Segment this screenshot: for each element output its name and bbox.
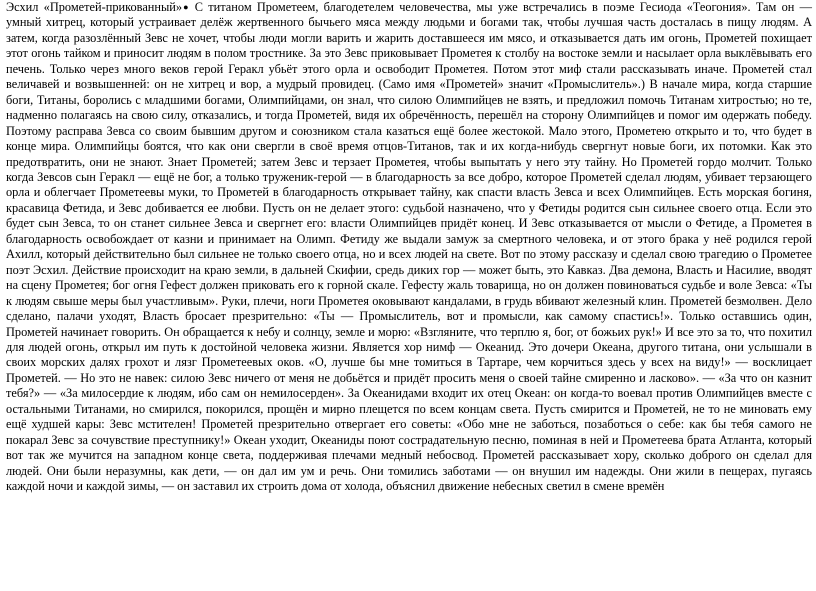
- document-text: [6, 0, 812, 495]
- document-body: С титаном Прометеем, благодетелем человечества, мы уже встречались в поэме Гесиода «Теогония». Там он — умный хитрец, который устраивает делёж жертвенного бычьего мяса между людьми и богами так, чтобы лучшая часть досталась в пищу людям. А затем, когда разозлённый Зевс не хочет, чтобы люди могли варить и жарить доставшееся им мясо, и отказывается дать им огонь, Прометей похищает этот огонь тайком и приносит людям в полом тростнике. За это Зевс приковывает Прометея к столбу на востоке земли и насылает орла выклёвывать его печень. Только через много веков герой Геракл убьёт этого орла и освободит Прометея. Потом этот миф стали рассказывать иначе. Прометей стал величавей и возвышенней: он не хитрец и вор, а мудрый провидец. (Само имя «Прометей» значит «Промыслитель».) В начале мира, когда старшие боги, Титаны, боролись с младшими богами, Олимпийцами, он знал, что силою Олимпийцев не взять, и предложил помочь Титанам хитростью; но те, надменно полагаясь на свою силу, отказались, и тогда Прометей, видя их обречённость, перешёл на сторону Олимпийцев и помог им одержать победу. Поэтому расправа Зевса со своим бывшим другом и союзником стала казаться ещё более жестокой. Мало этого, Прометею открыто и то, что будет в конце мира. Олимпийцы боятся, что как они свергли в своё время отцов-Титанов, так и их когда-нибудь свергнут новые боги, их потомки. Как это предотвратить, они не знают. Знает Прометей; затем Зевс и терзает Прометея, чтобы выпытать у него эту тайну. Но Прометей гордо молчит. Только когда Зевсов сын Геракл — ещё не бог, а только труженик-герой — в благодарность за все добро, которое Прометей сделал людям, убивает терзающего орла и облегчает Прометеевы муки, то Прометей в благодарность открывает тайну, как спасти власть Зевса и всех Олимпийцев. Есть морская богиня, красавица Фетида, и Зевс добивается ее любви. Пусть он не делает этого: судьбой назначено, что у Фетиды родится сын сильнее своего отца. Если это будет сын Зевса, то он станет сильнее Зевса и свергнет его: власти Олимпийцев придёт конец. И Зевс отказывается от мысли о Фетиде, а Прометея в благодарность освобождает от казни и принимает на Олимп. Фетиду же выдали замуж за смертного человека, и от этого брака у неё родился герой Ахилл, который действительно был сильнее не только своего отца, но и всех людей на свете. Вот по этому рассказу и сделал свою трагедию о Прометее поэт Эсхил. Действие происходит на краю земли, в дальней Скифии, средь диких гор — может быть, это Кавказ. Два демона, Власть и Насилие, вводят на сцену Прометея; бог огня Гефест должен приковать его к горной скале. Гефесту жаль товарища, но он должен повиноваться судьбе и воле Зевса: «Ты к людям свыше меры был участливым». Руки, плечи, ноги Прометея оковывают кандалами, в грудь вбивают железный клин. Прометей безмолвен. Дело сделано, палачи уходят, Власть бросает презрительно: «Ты — Промыслитель, вот и промысли, как самому спастись!». Только оставшись один, Прометей начинает говорить. Он обращается к небу и солнцу, земле и морю: «Взгляните, что терплю я, бог, от божьих рук!» И все это за то, что похитил для людей огонь, открыл им путь к достойной человека жизни. Является хор нимф — Океанид. Это дочери Океана, другого титана, они услышали в своих морских далях грохот и лязг Прометеевых оков. «О, лучше бы мне томиться в Тартаре, чем корчиться здесь у всех на виду!» — восклицает Прометей. — Но это не навек: силою Зевс ничего от меня не добьётся и придёт просить меня о своей тайне смиренно и ласково». — «За что он казнит тебя?» — «За милосердие к людям, ибо сам он немилосерден». За Океанидами входит их отец Океан: он когда-то воевал против Олимпийцев вместе с остальными Титанами, но смирился, покорился, прощён и мирно плещется по всем концам света. Пусть смирится и Прометей, не то не миновать ему ещё худшей кары: Зевс мстителен! Прометей презрительно отвергает его советы: «Обо мне не заботься, позаботься о себе: как бы тебя самого не покарал Зевс за сочувствие преступнику!» Океан уходит, Океаниды поют сострадательную песню, поминая в ней и Прометеева брата Атланта, который вот так же мучится на западном конце света, поддерживая плечами медный небосвод. Прометей рассказывает хору, сколько доброго он сделал для людей. Они были неразумны, как дети, — он дал им ум и речь. Они томились заботами — он внушил им надежды. Они жили в пещерах, пугаясь каждой ночи и каждой зимы, — он заставил их строить дома от холода, объяснил движение небесных светил в смене времён: [6, 0, 812, 494]
- bullet-icon: ●: [183, 2, 189, 12]
- document-title: Эсхил «Прометей-прикованный»: [6, 0, 183, 14]
